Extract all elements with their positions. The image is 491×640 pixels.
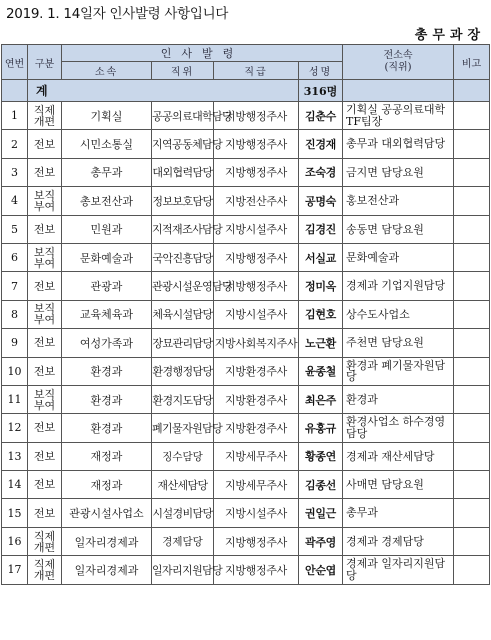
- header-previous: [343, 45, 454, 80]
- row-note: [454, 556, 490, 584]
- row-number: 14: [2, 471, 28, 499]
- row-number: 5: [2, 215, 28, 243]
- row-note: [454, 102, 490, 130]
- row-position: 정보보호담당: [152, 187, 214, 215]
- table-row: [2, 215, 490, 243]
- row-note: [454, 385, 490, 413]
- table-row: [2, 357, 490, 385]
- row-org: 문화예술과: [62, 243, 152, 271]
- row-org: 시민소통실: [62, 130, 152, 158]
- row-name: 진경재: [299, 130, 343, 158]
- row-position: 일자리지원담당: [152, 556, 214, 584]
- row-previous: 문화예술과: [343, 243, 454, 271]
- row-previous: 경제과 재산세담당: [343, 442, 454, 470]
- row-org: 관광시설사업소: [62, 499, 152, 527]
- row-org: 환경과: [62, 385, 152, 413]
- header-org: 소속: [62, 62, 152, 80]
- row-number: 9: [2, 329, 28, 357]
- row-grade: 지방세무주사: [214, 471, 299, 499]
- row-position: 재산세담당: [152, 471, 214, 499]
- row-number: 16: [2, 527, 28, 555]
- row-grade: 지방환경주사: [214, 385, 299, 413]
- row-grade: 지방시설주사: [214, 215, 299, 243]
- row-name: 공명숙: [299, 187, 343, 215]
- department-label: 총무과장: [414, 28, 485, 43]
- table-row: [2, 385, 490, 413]
- row-previous: 기획실 공공의료대학TF팀장: [343, 102, 454, 130]
- row-position: 환경행정담당: [152, 357, 214, 385]
- total-prev-blank: [343, 80, 454, 102]
- header-previous-line2: (직위): [384, 62, 412, 73]
- row-grade: 지방세무주사: [214, 442, 299, 470]
- row-note: [454, 187, 490, 215]
- row-name: 유홍규: [299, 414, 343, 442]
- header-position: 직위: [152, 62, 214, 80]
- row-grade: 지방행정주사: [214, 158, 299, 186]
- row-type: 직제 개편: [28, 527, 62, 555]
- header-name: 성명: [299, 62, 343, 80]
- row-type: 전보: [28, 442, 62, 470]
- row-grade: 지방환경주사: [214, 357, 299, 385]
- appointment-rows: [2, 102, 490, 585]
- row-number: 17: [2, 556, 28, 584]
- row-previous: 사매면 담당요원: [343, 471, 454, 499]
- table-row: [2, 556, 490, 584]
- row-position: 지역공동체담당: [152, 130, 214, 158]
- row-type: 전보: [28, 158, 62, 186]
- row-number: 7: [2, 272, 28, 300]
- row-previous: 환경과: [343, 385, 454, 413]
- header-no: 연번: [2, 45, 28, 80]
- row-org: 여성가족과: [62, 329, 152, 357]
- header-previous-line1: 전소속: [383, 50, 413, 61]
- row-grade: 지방사회복지주사: [214, 329, 299, 357]
- row-org: 민원과: [62, 215, 152, 243]
- row-name: 김춘수: [299, 102, 343, 130]
- row-previous: 총무과 대외협력담당: [343, 130, 454, 158]
- row-org: 총무과: [62, 158, 152, 186]
- row-previous: 경제과 기업지원담당: [343, 272, 454, 300]
- row-note: [454, 300, 490, 328]
- table-row: [2, 158, 490, 186]
- row-grade: 지방행정주사: [214, 102, 299, 130]
- row-note: [454, 272, 490, 300]
- row-previous: 홍보전산과: [343, 187, 454, 215]
- row-note: [454, 414, 490, 442]
- row-note: [454, 471, 490, 499]
- row-grade: 지방시설주사: [214, 300, 299, 328]
- row-name: 권일근: [299, 499, 343, 527]
- table-row: [2, 130, 490, 158]
- row-position: 공공의료대학담당: [152, 102, 214, 130]
- row-type: 직제 개편: [28, 556, 62, 584]
- row-previous: 총무과: [343, 499, 454, 527]
- row-type: 전보: [28, 130, 62, 158]
- total-label: 계: [28, 80, 299, 102]
- row-previous: 환경과 폐기물자원담당: [343, 357, 454, 385]
- total-note-blank: [454, 80, 490, 102]
- row-previous: 환경사업소 하수경영담당: [343, 414, 454, 442]
- row-name: 김현호: [299, 300, 343, 328]
- row-note: [454, 329, 490, 357]
- header-appointment: 인사발령: [62, 45, 343, 62]
- row-number: 4: [2, 187, 28, 215]
- row-name: 곽주영: [299, 527, 343, 555]
- row-number: 15: [2, 499, 28, 527]
- row-type: 직제 개편: [28, 102, 62, 130]
- row-previous: 송동면 담당요원: [343, 215, 454, 243]
- row-note: [454, 243, 490, 271]
- row-note: [454, 499, 490, 527]
- row-org: 관광과: [62, 272, 152, 300]
- row-grade: 지방환경주사: [214, 414, 299, 442]
- row-org: 총보전산과: [62, 187, 152, 215]
- row-name: 안순엽: [299, 556, 343, 584]
- row-org: 재정과: [62, 471, 152, 499]
- row-org: 교육체육과: [62, 300, 152, 328]
- row-grade: 지방행정주사: [214, 556, 299, 584]
- row-type: 보직 부여: [28, 187, 62, 215]
- row-type: 전보: [28, 471, 62, 499]
- table-row: [2, 471, 490, 499]
- row-grade: 지방행정주사: [214, 527, 299, 555]
- row-number: 2: [2, 130, 28, 158]
- row-number: 12: [2, 414, 28, 442]
- row-number: 1: [2, 102, 28, 130]
- row-type: 전보: [28, 414, 62, 442]
- row-name: 서실교: [299, 243, 343, 271]
- row-name: 최은주: [299, 385, 343, 413]
- row-type: 보직 부여: [28, 243, 62, 271]
- row-note: [454, 527, 490, 555]
- row-note: [454, 158, 490, 186]
- header-type: 구분: [28, 45, 62, 80]
- row-name: 김종선: [299, 471, 343, 499]
- row-type: 전보: [28, 329, 62, 357]
- table-row: [2, 243, 490, 271]
- row-type: 보직 부여: [28, 300, 62, 328]
- row-number: 11: [2, 385, 28, 413]
- row-position: 관광시설운영담당: [152, 272, 214, 300]
- row-type: 전보: [28, 499, 62, 527]
- row-number: 8: [2, 300, 28, 328]
- row-org: 일자리경제과: [62, 556, 152, 584]
- row-org: 일자리경제과: [62, 527, 152, 555]
- table-row: [2, 187, 490, 215]
- header-note: 비고: [454, 45, 490, 80]
- row-name: 김경진: [299, 215, 343, 243]
- row-name: 윤종철: [299, 357, 343, 385]
- table-row: [2, 329, 490, 357]
- row-position: 시설경비담당: [152, 499, 214, 527]
- row-note: [454, 130, 490, 158]
- table-row: [2, 300, 490, 328]
- row-org: 기획실: [62, 102, 152, 130]
- row-note: [454, 442, 490, 470]
- table-row: [2, 499, 490, 527]
- row-name: 노근환: [299, 329, 343, 357]
- row-org: 재정과: [62, 442, 152, 470]
- table-row: [2, 442, 490, 470]
- table-row: [2, 527, 490, 555]
- page-title: 2019. 1. 14일자 인사발령 사항입니다: [6, 6, 229, 22]
- row-previous: 금지면 담당요원: [343, 158, 454, 186]
- row-position: 환경지도담당: [152, 385, 214, 413]
- table-row: [2, 272, 490, 300]
- row-position: 경제담당: [152, 527, 214, 555]
- row-position: 대외협력담당: [152, 158, 214, 186]
- row-note: [454, 357, 490, 385]
- row-org: 환경과: [62, 414, 152, 442]
- row-org: 환경과: [62, 357, 152, 385]
- row-previous: 상수도사업소: [343, 300, 454, 328]
- row-position: 지적재조사담당: [152, 215, 214, 243]
- row-position: 체육시설담당: [152, 300, 214, 328]
- header-grade: 직급: [214, 62, 299, 80]
- row-grade: 지방행정주사: [214, 130, 299, 158]
- row-previous: 주천면 담당요원: [343, 329, 454, 357]
- row-name: 정미옥: [299, 272, 343, 300]
- row-previous: 경제과 경제담당: [343, 527, 454, 555]
- appointment-table: [1, 44, 490, 585]
- table-row: [2, 102, 490, 130]
- row-position: 폐기물자원담당: [152, 414, 214, 442]
- row-type: 전보: [28, 215, 62, 243]
- total-row: [2, 80, 490, 102]
- row-grade: 지방행정주사: [214, 272, 299, 300]
- row-number: 13: [2, 442, 28, 470]
- table-row: [2, 414, 490, 442]
- total-blank: [2, 80, 28, 102]
- row-name: 황종연: [299, 442, 343, 470]
- total-count: 316명: [299, 80, 343, 102]
- row-name: 조숙경: [299, 158, 343, 186]
- row-number: 10: [2, 357, 28, 385]
- row-position: 징수담당: [152, 442, 214, 470]
- row-number: 6: [2, 243, 28, 271]
- row-position: 장묘관리담당: [152, 329, 214, 357]
- row-number: 3: [2, 158, 28, 186]
- row-grade: 지방행정주사: [214, 243, 299, 271]
- row-note: [454, 215, 490, 243]
- row-grade: 지방시설주사: [214, 499, 299, 527]
- row-type: 전보: [28, 357, 62, 385]
- row-type: 전보: [28, 272, 62, 300]
- row-type: 보직 부여: [28, 385, 62, 413]
- row-previous: 경제과 일자리지원담당: [343, 556, 454, 584]
- row-position: 국악진흥담당: [152, 243, 214, 271]
- row-grade: 지방전산주사: [214, 187, 299, 215]
